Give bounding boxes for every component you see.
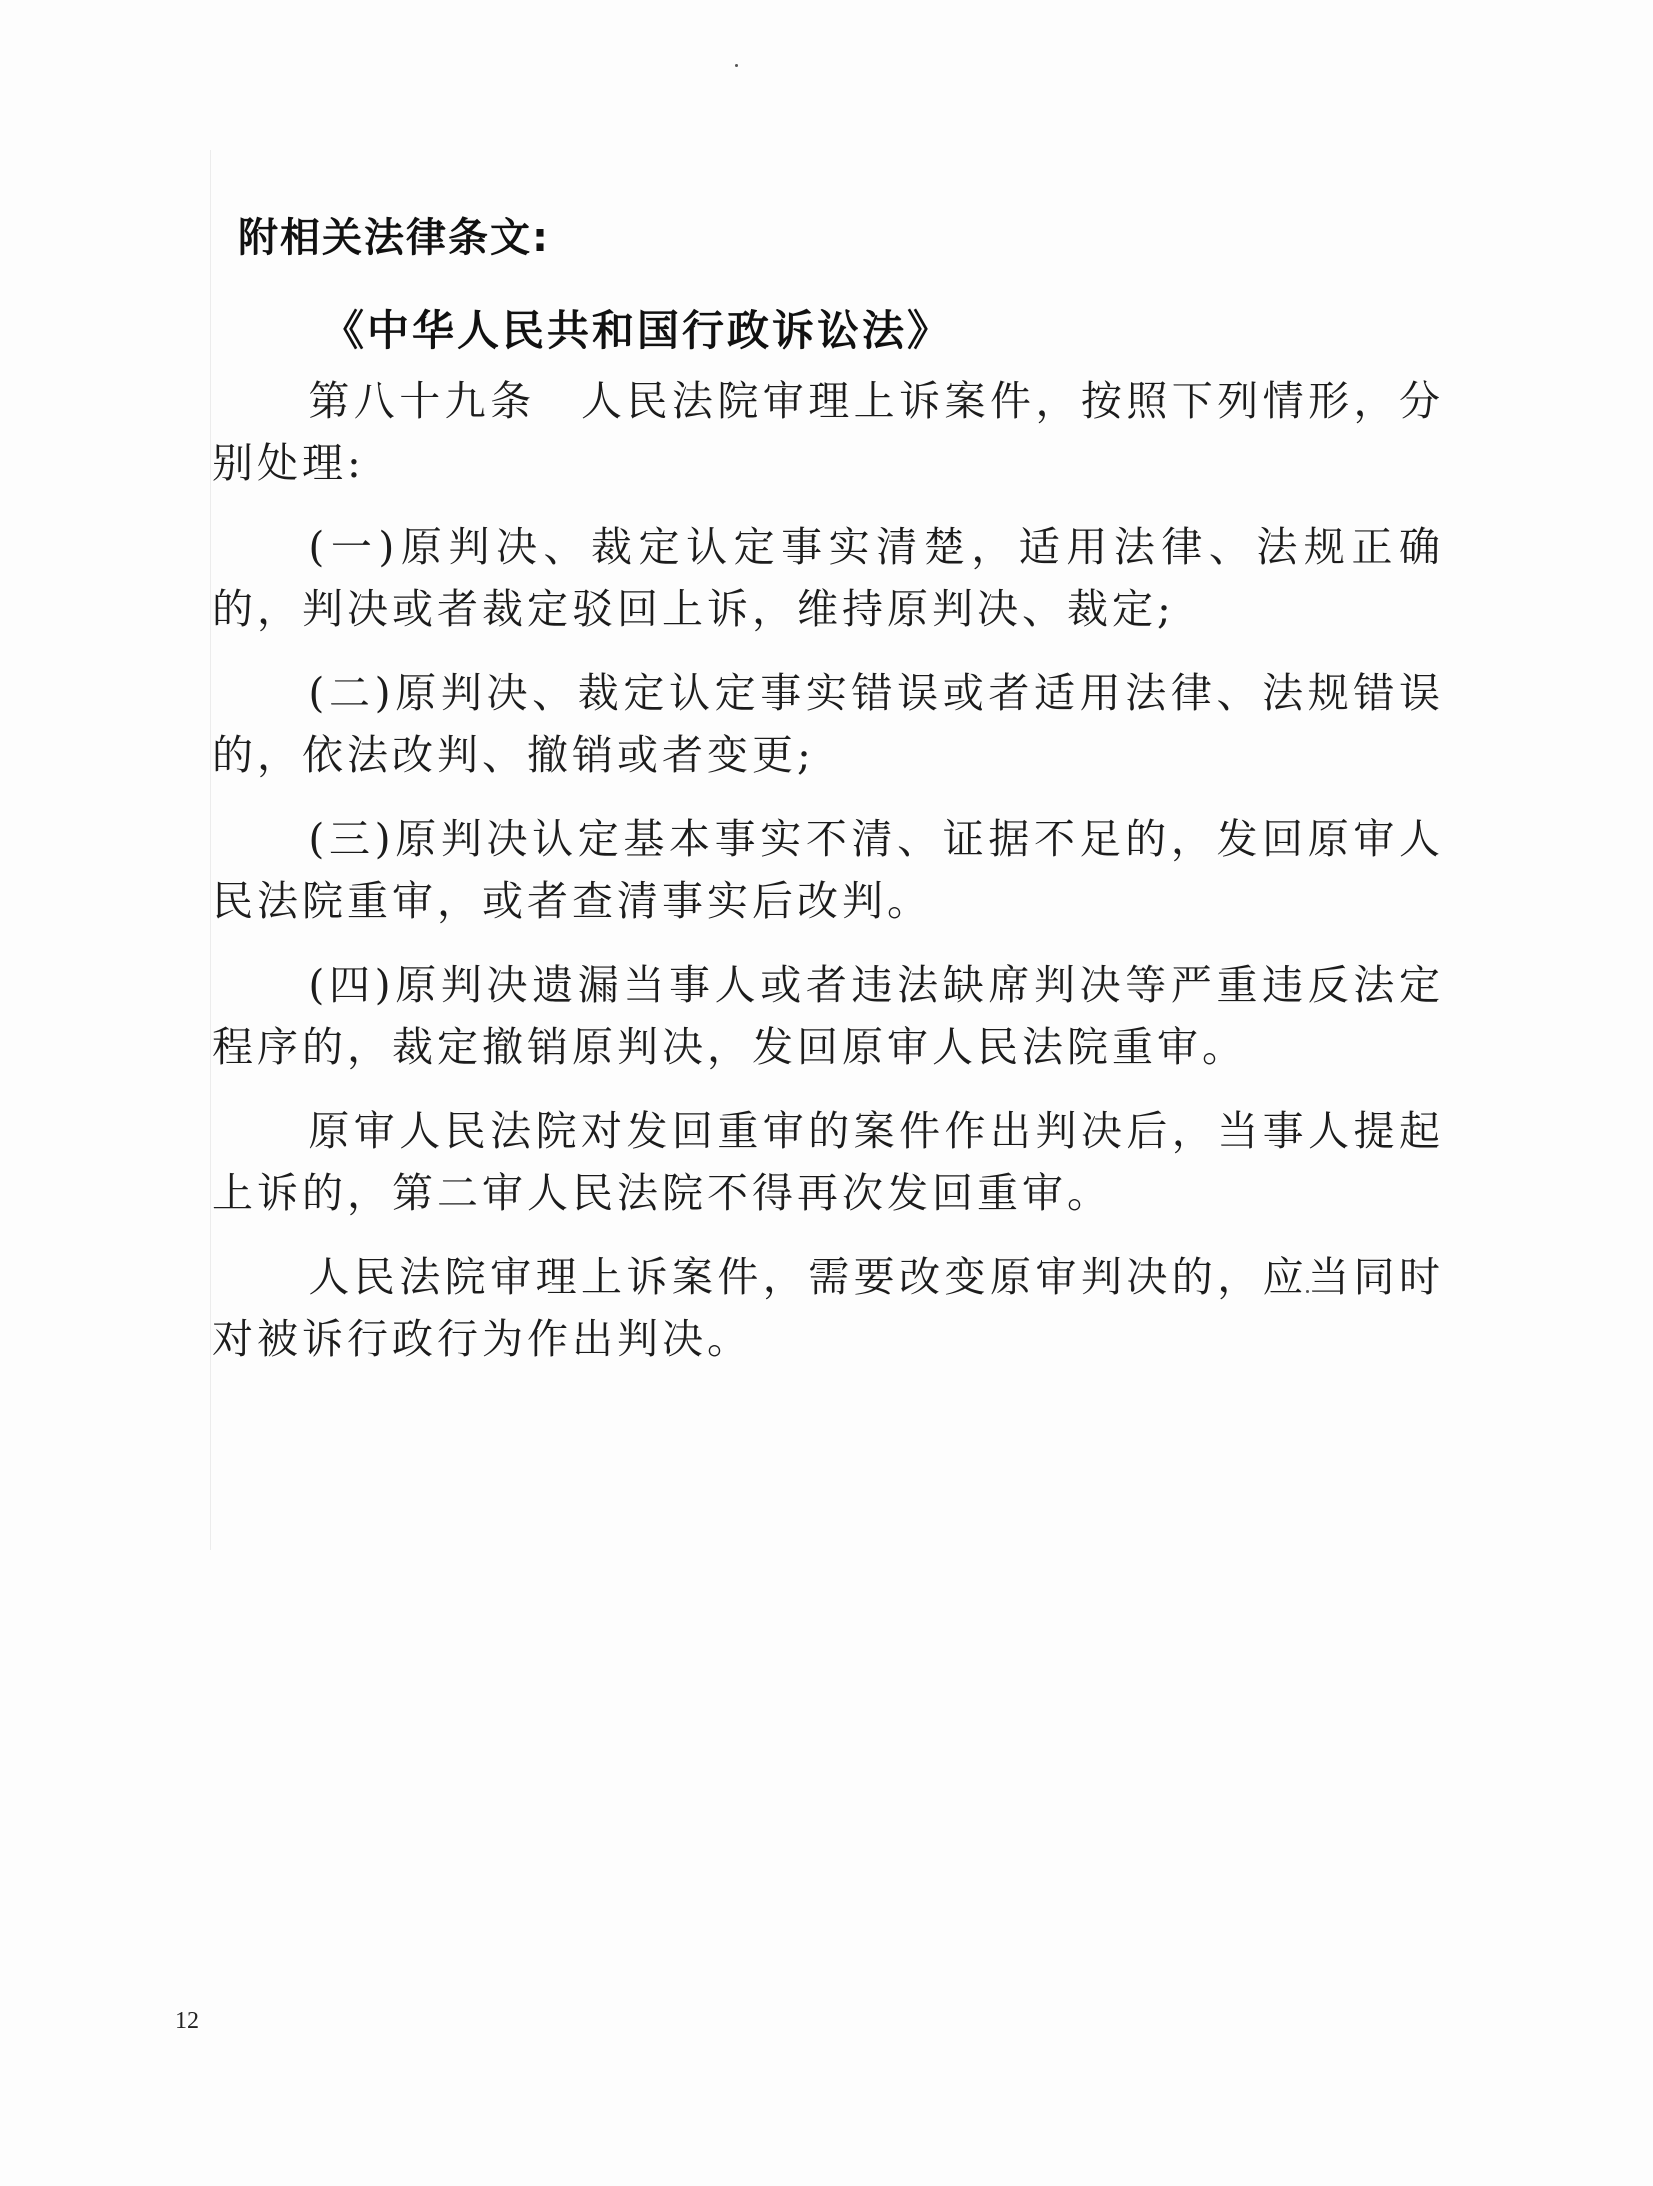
page-number: 12: [175, 2008, 199, 2034]
article-89-item-3: (三)原判决认定基本事实不清、证据不足的，发回原审人民法院重审，或者查清事实后改判。: [212, 815, 1444, 925]
law-body: [212, 370, 1444, 1392]
scan-edge-line: [210, 150, 211, 1550]
article-89-intro: 第八十九条 人民法院审理上诉案件，按照下列情形，分别处理:: [212, 377, 1444, 487]
scan-speck: [735, 64, 738, 67]
article-89-item-4: (四)原判决遗漏当事人或者违法缺席判决等严重违反法定程序的，裁定撤销原判决，发回原审人民法院重审。: [212, 961, 1444, 1071]
article-89-clause-3: 人民法院审理上诉案件，需要改变原审判决的，应当同时对被诉行政行为作出判决。: [212, 1253, 1444, 1363]
attachment-heading: 附相关法律条文:: [238, 215, 550, 261]
article-89-clause-2: 原审人民法院对发回重审的案件作出判决后，当事人提起上诉的，第二审人民法院不得再次发回重审。: [212, 1107, 1444, 1217]
article-89-item-2: (二)原判决、裁定认定事实错误或者适用法律、法规错误的，依法改判、撤销或者变更;: [212, 669, 1444, 779]
article-89-item-1: (一)原判决、裁定认定事实清楚，适用法律、法规正确的，判决或者裁定驳回上诉，维持原判决、裁定;: [212, 523, 1444, 633]
law-title: 《中华人民共和国行政诉讼法》: [322, 306, 953, 355]
